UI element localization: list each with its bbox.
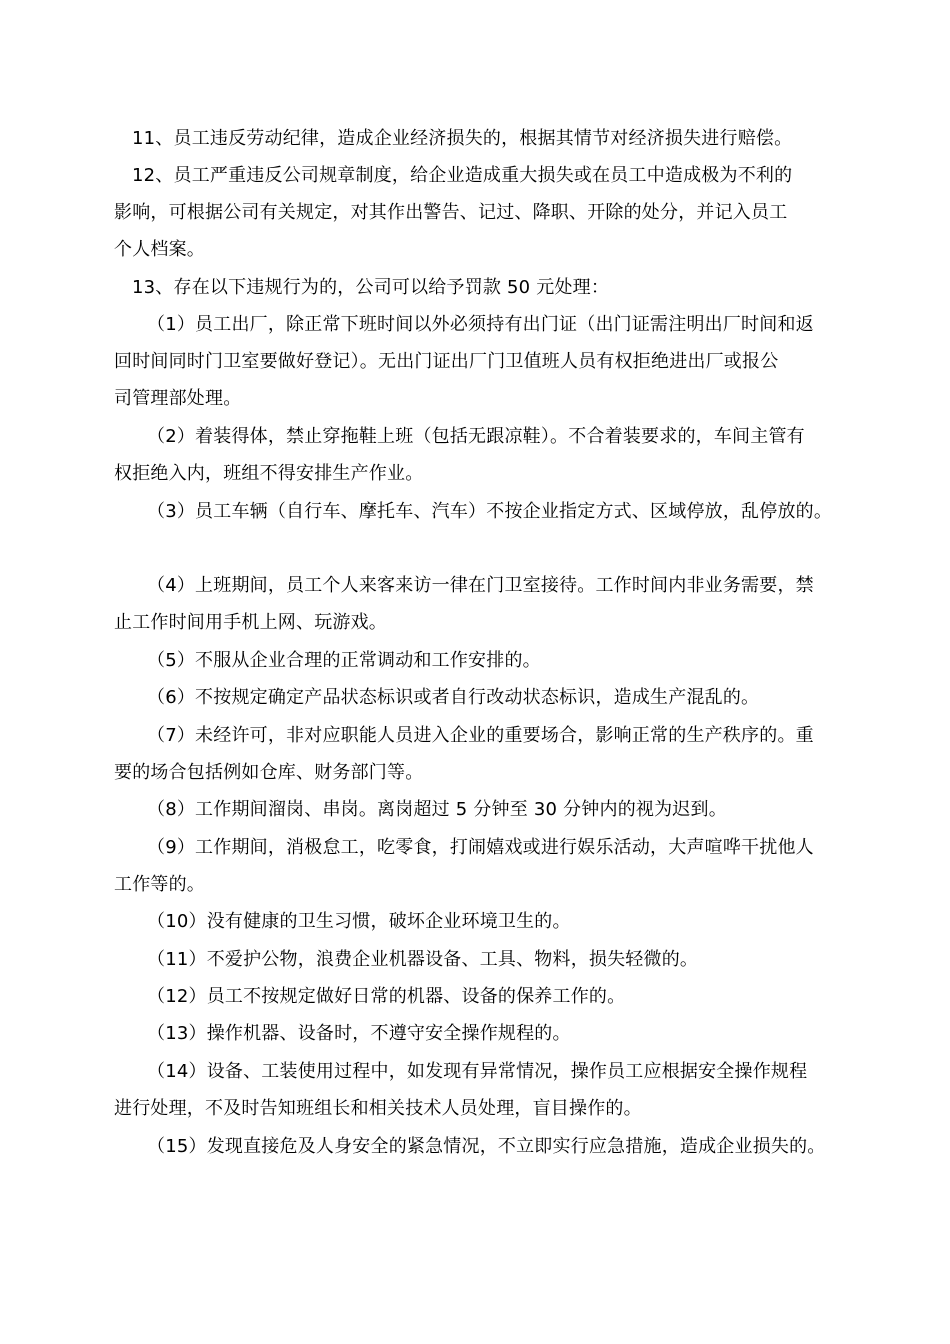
item-5-line-1: （5）不服从企业合理的正常调动和工作安排的。 [147,650,541,671]
item-8-line-1: （8）工作期间溜岗、串岗。离岗超过 5 分钟至 30 分钟内的视为迟到。 [147,799,727,820]
clause-11-line-1: 11、员工违反劳动纪律，造成企业经济损失的，根据其情节对经济损失进行赔偿。 [132,128,793,149]
item-3-line-1: （3）员工车辆（自行车、摩托车、汽车）不按企业指定方式、区域停放，乱停放的。 [147,501,833,522]
clause-12-line-1: 12、员工严重违反公司规章制度，给企业造成重大损失或在员工中造成极为不利的 [132,165,793,186]
item-7-line-2: 要的场合包括例如仓库、财务部门等。 [114,762,424,783]
item-4-line-1: （4）上班期间，员工个人来客来访一律在门卫室接待。工作时间内非业务需要，禁 [147,575,814,596]
item-6-line-1: （6）不按规定确定产品状态标识或者自行改动状态标识，造成生产混乱的。 [147,687,760,708]
item-7-line-1: （7）未经许可，非对应职能人员进入企业的重要场合，影响正常的生产秩序的。重 [147,725,814,746]
item-2-line-1: （2）着装得体，禁止穿拖鞋上班（包括无跟凉鞋）。不合着装要求的，车间主管有 [147,426,805,447]
item-13-line-1: （13）操作机器、设备时，不遵守安全操作规程的。 [147,1023,571,1044]
item-1-line-3: 司管理部处理。 [114,388,242,409]
item-12-line-1: （12）员工不按规定做好日常的机器、设备的保养工作的。 [147,986,626,1007]
clause-12-line-3: 个人档案。 [114,239,205,260]
item-4-line-2: 止工作时间用手机上网、玩游戏。 [114,612,387,633]
item-11-line-1: （11）不爱护公物，浪费企业机器设备、工具、物料，损失轻微的。 [147,949,699,970]
item-14-line-2: 进行处理，不及时告知班组长和相关技术人员处理，盲目操作的。 [114,1098,642,1119]
item-1-line-2: 回时间同时门卫室要做好登记）。无出门证出厂门卫值班人员有权拒绝进出厂或报公 [114,351,779,372]
clause-12-line-2: 影响，可根据公司有关规定，对其作出警告、记过、降职、开除的处分，并记入员工 [114,202,788,223]
clause-13-line-1: 13、存在以下违规行为的，公司可以给予罚款 50 元处理： [132,277,610,298]
item-15-line-1: （15）发现直接危及人身安全的紧急情况，不立即实行应急措施，造成企业损失的。 [147,1136,826,1157]
item-1-line-1: （1）员工出厂，除正常下班时间以外必须持有出门证（出门证需注明出厂时间和返 [147,314,814,335]
item-9-line-1: （9）工作期间，消极怠工，吃零食，打闹嬉戏或进行娱乐活动，大声喧哗干扰他人 [147,837,814,858]
item-9-line-2: 工作等的。 [114,874,205,895]
item-10-line-1: （10）没有健康的卫生习惯，破坏企业环境卫生的。 [147,911,571,932]
item-14-line-1: （14）设备、工装使用过程中，如发现有异常情况，操作员工应根据安全操作规程 [147,1061,808,1082]
item-2-line-2: 权拒绝入内，班组不得安排生产作业。 [114,463,424,484]
